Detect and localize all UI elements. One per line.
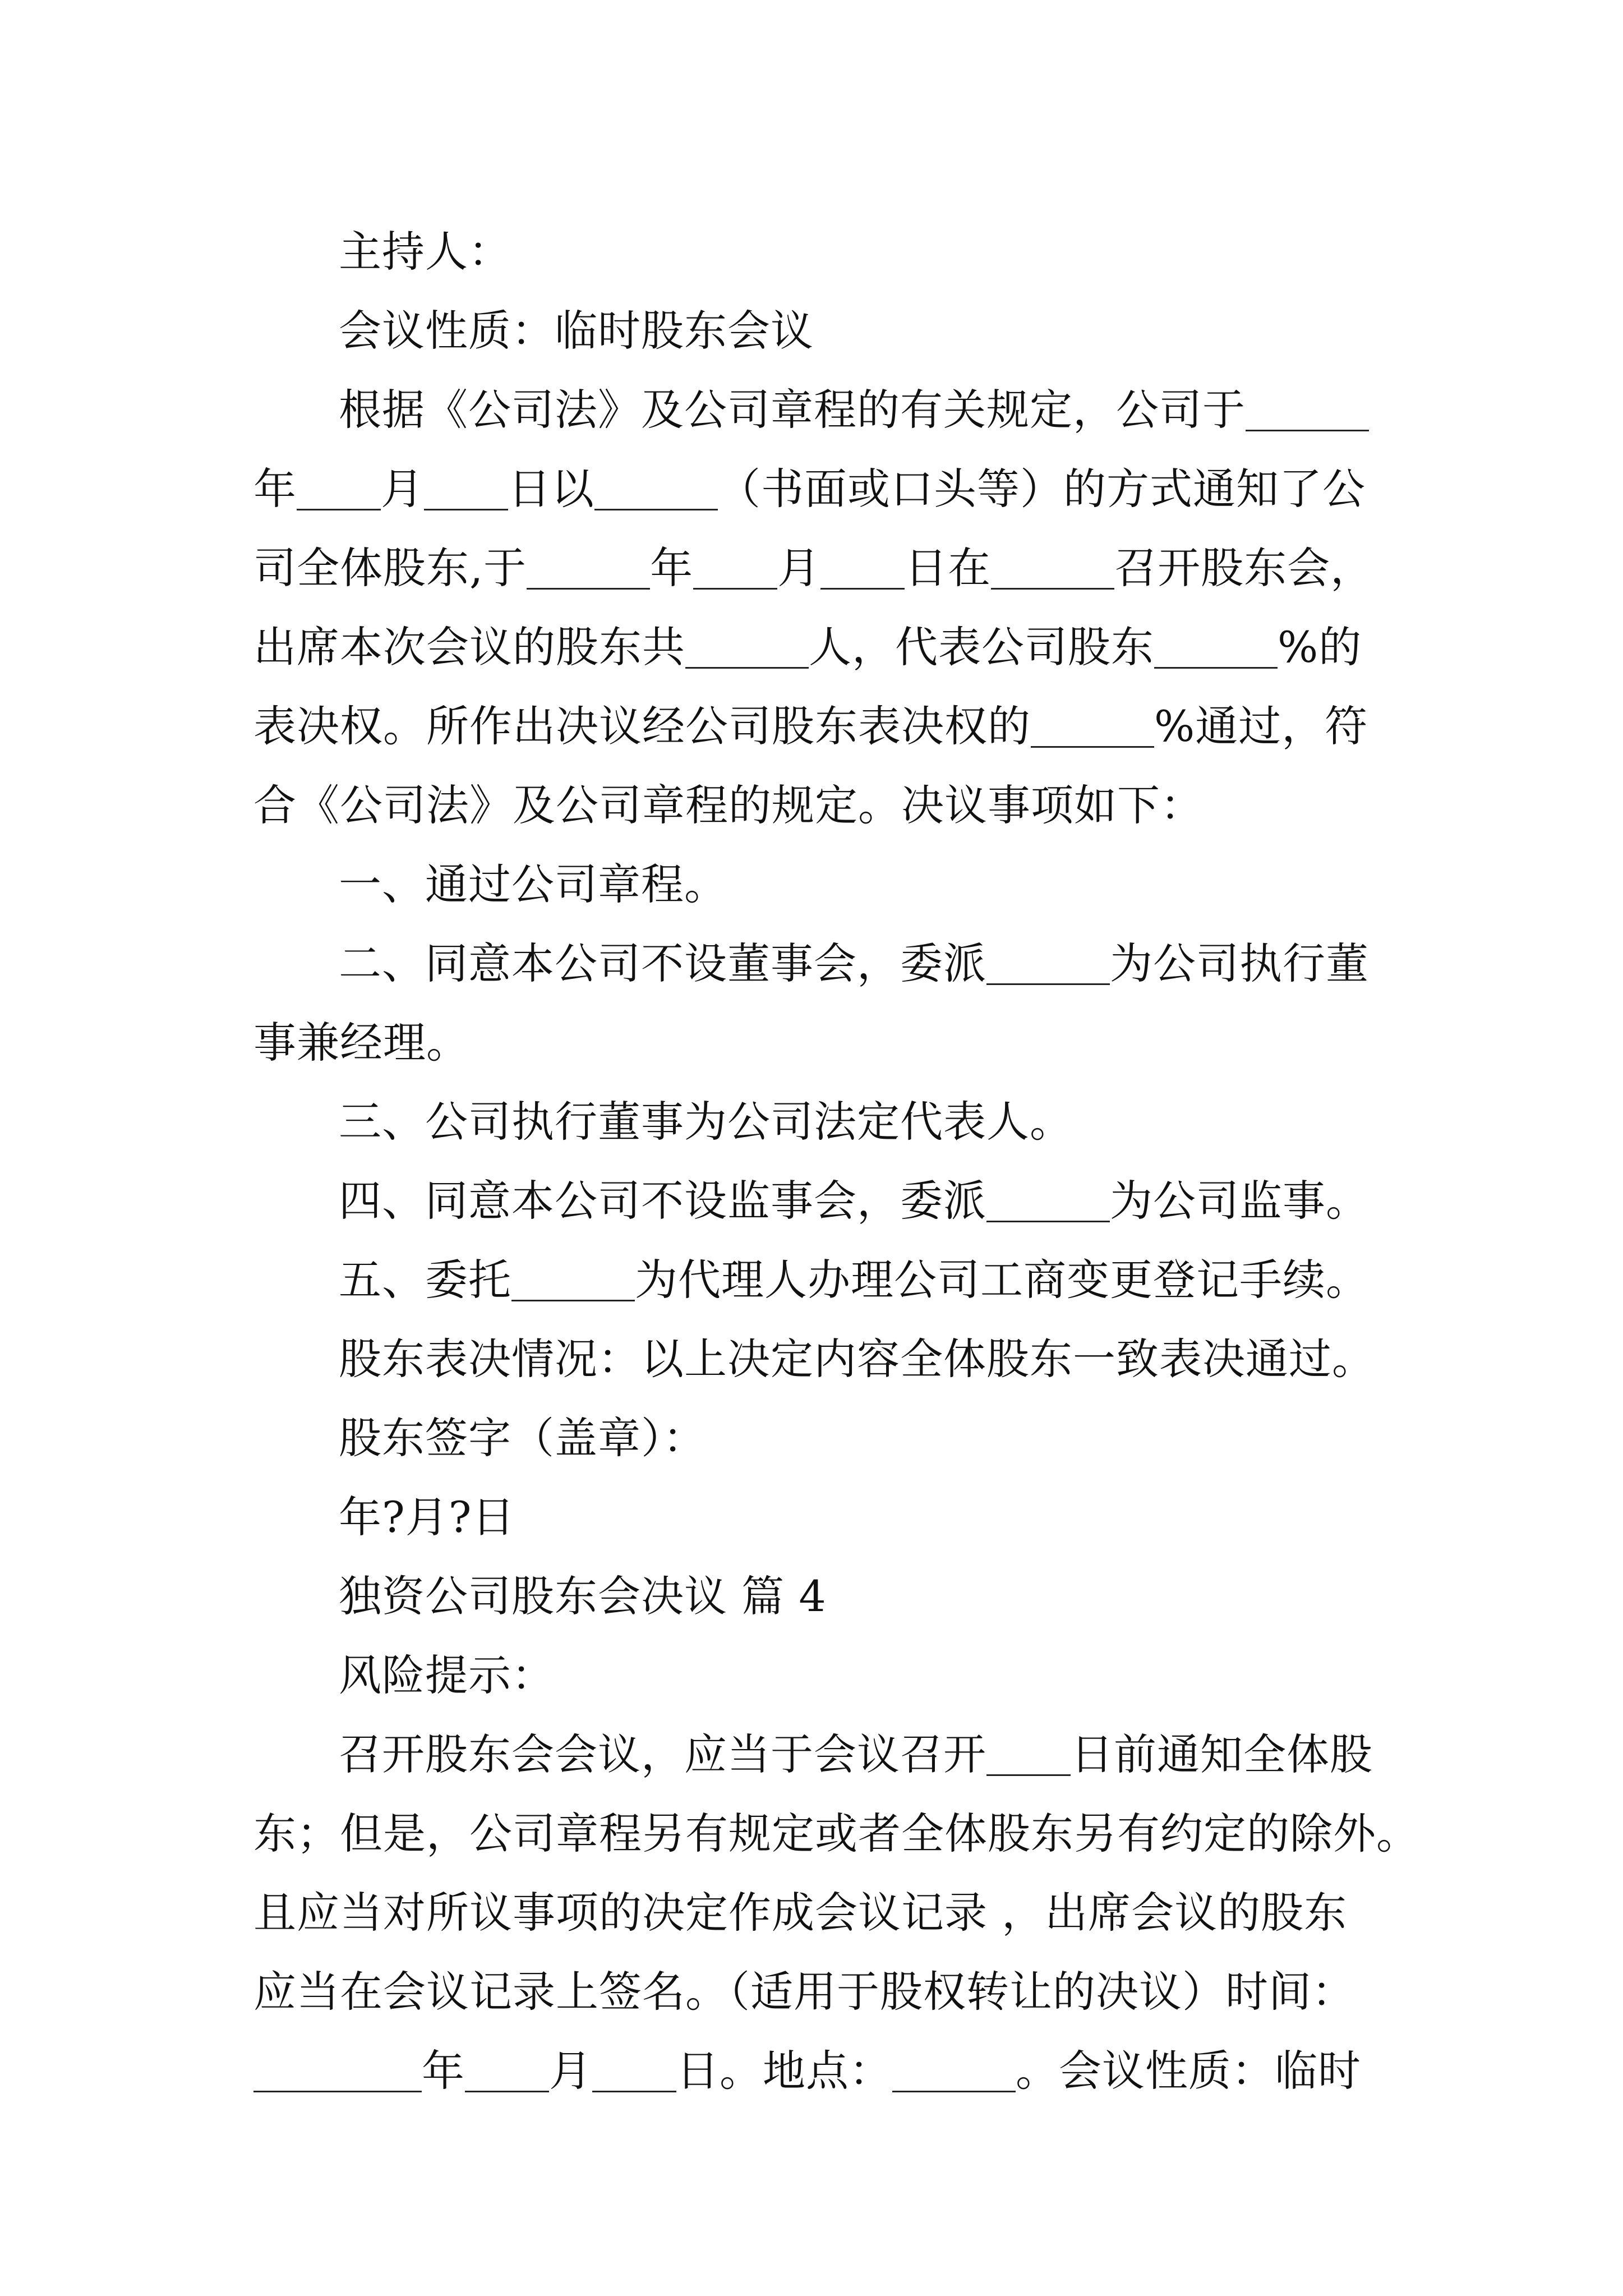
notice-paragraph-line-6: [253, 766, 1400, 845]
risk-text: 召开股东会会议，应当于会议召开: [339, 1729, 986, 1779]
convene-text: 召开股东会，: [1114, 543, 1374, 593]
notice-paragraph-line-1: [253, 370, 1400, 449]
resolution-item-5: [253, 1240, 1400, 1319]
compliance-text: 合《公司法》及公司章程的规定。决议事项如下：: [253, 780, 1204, 830]
notice-paragraph-line-3: [253, 528, 1400, 608]
month-text: 月: [549, 2046, 592, 2096]
resolution-text: 为公司执行董: [1110, 938, 1369, 988]
host-label: 主持人：: [339, 227, 511, 277]
resolution-item-4: [253, 1161, 1400, 1240]
voting-rights-text: 表决权。所作出决议经公司股东表决权的: [253, 701, 1031, 751]
blank-field: [253, 2090, 422, 2092]
resolution-item-3: [253, 1082, 1400, 1161]
all-shareholders-text: 司全体股东,于: [253, 543, 527, 593]
vote-status-line: [253, 1319, 1400, 1398]
blank-field: [986, 1774, 1071, 1776]
section-heading: 独资公司股东会决议 篇 4: [339, 1571, 827, 1621]
blank-field: [693, 587, 777, 590]
year-text: 年: [650, 543, 694, 593]
blank-field: [424, 508, 508, 510]
notice-paragraph-line-2: [253, 449, 1400, 528]
meeting-nature-tail-text: 。会议性质：临时: [1016, 2046, 1361, 2096]
risk-tip-label-line: [253, 1636, 1400, 1715]
attendance-text: 出席本次会议的股东共: [253, 622, 685, 672]
blank-field: [1031, 746, 1154, 748]
risk-paragraph-line-3: [253, 1873, 1400, 1952]
day-at-text: 日在: [905, 543, 992, 593]
resolution-text: 三、公司执行董事为公司法定代表人。: [339, 1097, 1073, 1147]
notice-text: 根据《公司法》及公司章程的有关规定，公司于: [339, 385, 1246, 435]
passed-text: %通过，符: [1154, 701, 1368, 751]
risk-paragraph-line-1: [253, 1715, 1400, 1794]
resolution-item-2-continued: [253, 1003, 1400, 1082]
blank-field: [820, 587, 905, 590]
resolution-text: 事兼经理。: [253, 1018, 469, 1068]
host-line: [253, 212, 1400, 291]
blank-field: [892, 2090, 1016, 2092]
risk-text: 应当在会议记录上签名。（适用于股权转让的决议）时间：: [253, 1967, 1355, 2017]
section-title: [253, 1557, 1400, 1636]
year-text: 年: [422, 2046, 465, 2096]
blank-field: [297, 508, 381, 510]
notice-paragraph-line-5: [253, 687, 1400, 766]
resolution-item-1: [253, 845, 1400, 924]
signature-line: [253, 1398, 1400, 1478]
risk-tip-label: 风险提示：: [339, 1650, 555, 1700]
risk-paragraph-line-4: [253, 1952, 1400, 2031]
day-location-text: 日。地点：: [676, 2046, 892, 2096]
blank-field: [986, 983, 1110, 985]
meeting-nature-line: [253, 291, 1400, 370]
percent-of-text: %的: [1278, 622, 1362, 672]
signature-label: 股东签字（盖章）：: [339, 1413, 706, 1463]
month-text: 月: [381, 464, 424, 514]
document-body: [253, 212, 1419, 2110]
date-placeholder-line: [253, 1478, 1400, 1557]
resolution-text: 为公司监事。: [1110, 1176, 1369, 1226]
risk-paragraph-line-5: [253, 2031, 1400, 2110]
blank-field: [527, 587, 650, 590]
resolution-text: 四、同意本公司不设监事会，委派: [339, 1176, 986, 1226]
vote-status-text: 股东表决情况：以上决定内容全体股东一致表决通过。: [339, 1334, 1375, 1384]
blank-field: [594, 508, 718, 510]
blank-field: [986, 1220, 1110, 1222]
notice-method-text: （书面或口头等）的方式通知了公: [718, 464, 1366, 514]
blank-field: [991, 587, 1114, 590]
risk-text: 东；但是，公司章程另有规定或者全体股东另有约定的除外。: [253, 1809, 1419, 1858]
resolution-text: 一、通过公司章程。: [339, 859, 727, 909]
resolution-item-2: [253, 924, 1400, 1003]
resolution-text: 二、同意本公司不设董事会，委派: [339, 938, 986, 988]
blank-field: [511, 1299, 635, 1301]
blank-field: [1246, 429, 1369, 431]
year-text: 年: [253, 464, 297, 514]
resolution-text: 为代理人办理公司工商变更登记手续。: [635, 1255, 1369, 1305]
resolution-text: 五、委托: [339, 1255, 511, 1305]
blank-field: [592, 2090, 676, 2092]
risk-paragraph-line-2: [253, 1794, 1419, 1873]
month-text: 月: [777, 543, 821, 593]
blank-field: [1154, 666, 1278, 669]
blank-field: [685, 666, 809, 669]
meeting-nature-text: 会议性质：临时股东会议: [339, 306, 814, 356]
risk-text: 且应当对所议事项的决定作成会议记录 ，出席会议的股东: [253, 1888, 1348, 1938]
risk-text: 日前通知全体股: [1071, 1729, 1373, 1779]
day-by-text: 日以: [508, 464, 594, 514]
representing-text: 人，代表公司股东: [809, 622, 1154, 672]
date-placeholder: 年?月?日: [339, 1492, 515, 1542]
blank-field: [465, 2090, 549, 2092]
notice-paragraph-line-4: [253, 608, 1400, 687]
